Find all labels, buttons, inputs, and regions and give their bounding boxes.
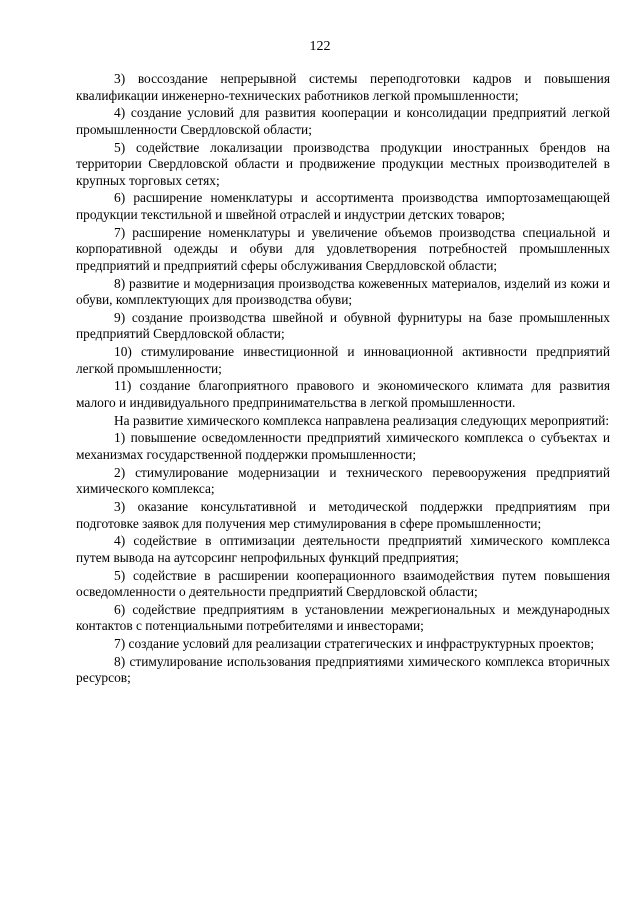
paragraph: 7) расширение номенклатуры и увеличение объемов производства специальной и корпоративной одежды и обуви для удовлетворения потребностей промышленных предприятий и предприятий сферы обслуживания Свердловской области; [76,224,610,273]
paragraph: 2) стимулирование модернизации и технического перевооружения предприятий химического комплекса; [76,464,610,497]
paragraph: 6) содействие предприятиям в установлении межрегиональных и международных контактов с потенциальными потребителями и инвесторами; [76,601,610,634]
paragraph: 4) создание условий для развития кооперации и консолидации предприятий легкой промышленности Свердловской области; [76,105,610,137]
paragraph: На развитие химического комплекса направлена реализация следующих мероприятий: [114,412,610,428]
document-body [76,71,610,688]
paragraph: 8) стимулирование использования предприятиями химического комплекса вторичных ресурсов; [76,653,610,686]
paragraph: 3) оказание консультативной и методической поддержки предприятиям при подготовке заявок для получения мер стимулирования в сфере промышленности; [76,498,610,531]
paragraph: 9) создание производства швейной и обувной фурнитуры на базе промышленных предприятий Свердловской области; [76,309,610,342]
page-number: 122 [309,39,331,54]
paragraph: 8) развитие и модернизация производства кожевенных материалов, изделий из кожи и обуви, комплектующих для производства обуви; [76,275,610,308]
paragraph: 11) создание благоприятного правового и экономического климата для развития малого и индивидуального предпринимательства в легкой промышленности. [76,378,610,411]
paragraph: 5) содействие локализации производства продукции иностранных брендов на территории Свердловской области и продвижение продукции местных производителей в крупных торговых сетях; [76,139,610,188]
paragraph: 10) стимулирование инвестиционной и инновационной активности предприятий легкой промышленности; [76,344,610,376]
paragraph: 7) создание условий для реализации стратегических и инфраструктурных проектов; [114,636,595,652]
paragraph: 3) воссоздание непрерывной системы переподготовки кадров и повышения квалификации инженерно-технических работников легкой промышленности; [76,71,610,103]
paragraph: 1) повышение осведомленности предприятий химического комплекса о субъектах и механизмах государственной поддержки промышленности; [76,430,610,462]
paragraph: 6) расширение номенклатуры и ассортимента производства импортозамещающей продукции текстильной и швейной отраслей и индустрии детских товаров; [76,190,610,223]
paragraph: 5) содействие в расширении кооперационного взаимодействия путем повышения осведомленности о деятельности предприятий Свердловской области; [76,567,610,600]
paragraph: 4) содействие в оптимизации деятельности предприятий химического комплекса путем вывода на аутсорсинг непрофильных функций предприятия; [76,533,610,565]
